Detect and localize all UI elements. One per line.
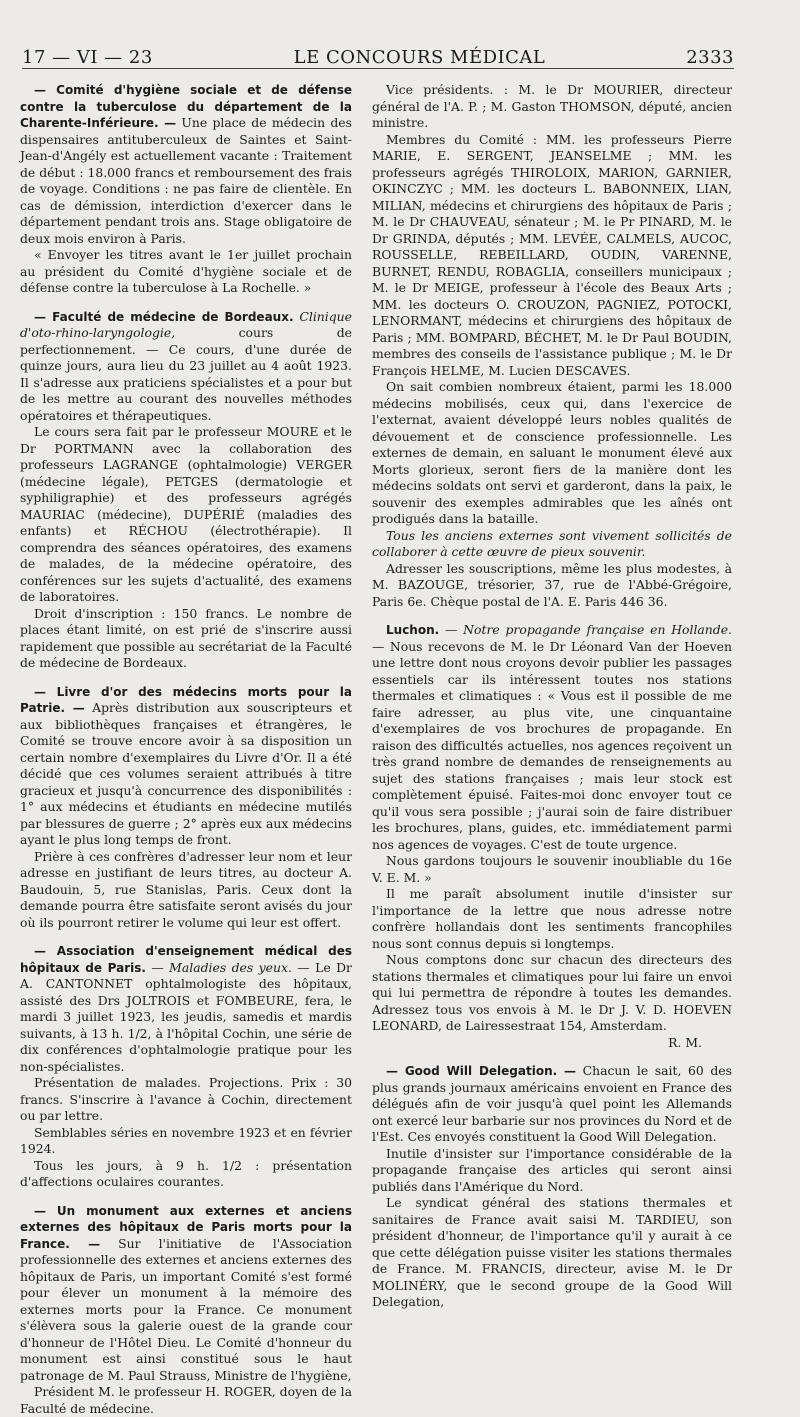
paragraph: Vice présidents. : M. le Dr MOURIER, directeur général de l'A. P. ; M. Gaston THOMSON, député, ancien ministre. bbox=[372, 82, 732, 132]
article-title: — Un monument aux externes et anciens externes des hôpitaux de Paris morts pour la France. — bbox=[20, 1204, 352, 1251]
right-column bbox=[372, 82, 732, 1277]
paragraph: Droit d'inscription : 150 francs. Le nombre de places étant limité, on est prié de s'inscrire aussi rapidement que possible au secrétariat de la Faculté de médecine de Bordeaux. bbox=[20, 606, 352, 672]
paragraph: Après distribution aux souscripteurs et aux bibliothèques françaises et étrangères, le Comité se trouve encore avoir à sa disposition un certain nombre d'exemplaires du Livre d'Or. Il a été décidé que ces volumes seraient attribués à titre gracieux et jusqu'à concurrence des disponibilités : 1° aux médecins et étudiants en médecine mutilés par blessures de guerre ; 2° après eux aux médecins ayant le plus long temps de front. bbox=[20, 700, 352, 847]
header-date: 17 — VI — 23 bbox=[22, 47, 153, 68]
paragraph: Semblables séries en novembre 1923 et en février 1924. bbox=[20, 1125, 352, 1158]
paragraph: Membres du Comité : MM. les professeurs Pierre MARIE, E. SERGENT, JEANSELME ; MM. les professeurs agrégés THIROLOIX, MARION, GARNIER, OKINCZYC ; MM. les docteurs L. BABONNEIX, LIAN, MILIAN, médecins et chirurgiens des hôpitaux de Paris ; M. le Dr CHAUVEAU, sénateur ; M. le Pr PINARD, M. le Dr GRINDA, députés ; MM. LEVÉE, CALMELS, AUCOC, ROUSSELLE, REBEILLARD, OUDIN, VARENNE, BURNET, RENDU, ROBAGLIA, conseillers municipaux ; M. le Dr MEIGE, professeur à l'école des Beaux Arts ; MM. les docteurs O. CROUZON, PAGNIEZ, POTOCKI, LENORMANT, médecins et chirurgiens des hôpitaux de Paris ; MM. BOMPARD, BÉCHET, M. le Dr Paul BOUDIN, membres des conseils de l'assistance publique ; M. le Dr François HELME, M. Lucien DESCAVES. bbox=[372, 132, 732, 380]
paragraph: Sur l'initiative de l'Association professionnelle des externes et anciens externes des hôpitaux de Paris, un important Comité s'est formé pour élever un monument à la mémoire des externes morts pour la France. Ce monument s'élèvera sous la galerie ouest de la grande cour d'honneur de l'Hôtel Dieu. Le Comité d'honneur du monument est ainsi constitué sous le haut patronage de M. Paul Strauss, Ministre de l'hygiène, bbox=[20, 1236, 352, 1383]
paragraph: Tous les jours, à 9 h. 1/2 : présentation d'affections oculaires courantes. bbox=[20, 1158, 352, 1191]
article-livre-or bbox=[20, 684, 352, 932]
paragraph: Le syndicat général des stations thermales et sanitaires de France avait saisi M. TARDIEU, son président d'honneur, de l'importance qu'il y aurait à ce que cette délégation puisse visiter les stations thermales de France. M. FRANCIS, directeur, avise M. le Dr MOLINÉRY, que le second groupe de la Good Will Delegation, bbox=[372, 1195, 732, 1311]
paragraph: Tous les anciens externes sont vivement sollicités de collaborer à cette œuvre de pieux souvenir. bbox=[372, 528, 732, 561]
paragraph: Prière à ces confrères d'adresser leur nom et leur adresse en justifiant de leurs titres, au docteur A. Baudouin, 5, rue Stanislas, Paris. Ceux dont la demande pourra être satisfaite seront avisés du jour où ils pourront retirer le volume qui leur est offert. bbox=[20, 849, 352, 932]
paragraph: Nous gardons toujours le souvenir inoubliable du 16e V. E. M. » bbox=[372, 853, 732, 886]
paragraph: cours de perfectionnement. — Ce cours, d'une durée de quinze jours, aura lieu du 23 juillet au 4 août 1923. Il s'adresse aux praticiens spécialistes et a pour but de les mettre au courant des nouvelles méthodes opératoires et thérapeutiques. bbox=[20, 325, 352, 423]
paragraph: « Envoyer les titres avant le 1er juillet prochain au président du Comité d'hygiène sociale et de défense contre la tuberculose à La Rochelle. » bbox=[20, 247, 352, 297]
paragraph: Président M. le professeur H. ROGER, doyen de la Faculté de médecine. bbox=[20, 1384, 352, 1417]
article-subtitle: — Notre propagande française en Hollande. bbox=[445, 622, 732, 637]
article-luchon bbox=[372, 622, 732, 1051]
paragraph: Nous comptons donc sur chacun des directeurs des stations thermales et climatiques pour lui faire un envoi qui lui permettra de répondre à toutes les demandes. Adressez tous vos envois à M. le Dr J. V. D. HOEVEN LEONARD, de Lairessestraat 154, Amsterdam. bbox=[372, 952, 732, 1035]
paragraph: Il me paraît absolument inutile d'insister sur l'importance de la lettre que nous adresse notre confrère hollandais dont les sentiments francophiles nous sont connus depuis si longtemps. bbox=[372, 886, 732, 952]
article-title: — Association d'enseignement médical des hôpitaux de Paris. bbox=[20, 944, 352, 975]
page-header bbox=[22, 36, 734, 69]
paragraph: On sait combien nombreux étaient, parmi les 18.000 médecins mobilisés, ceux qui, dans l'exercice de l'externat, avaient développé leurs nobles qualités de dévouement et de conscience professionnelle. Les externes de demain, en saluant le monument élevé aux Morts glorieux, seront fiers de la manière dont les médecins soldats ont servi et garderont, dans la paix, le souvenir des exemples admirables que les aînés ont prodigués dans la bataille. bbox=[372, 379, 732, 528]
article-title: — Faculté de médecine de Bordeaux. bbox=[34, 310, 294, 324]
paragraph: Adresser les souscriptions, même les plus modestes, à M. BAZOUGE, trésorier, 37, rue de l'Abbé-Grégoire, Paris 6e. Chèque postal de l'A. E. Paris 446 36. bbox=[372, 561, 732, 611]
article-monument bbox=[20, 1203, 352, 1417]
article-bordeaux bbox=[20, 309, 352, 672]
article-monument-continued bbox=[372, 82, 732, 610]
article-subtitle: Clinique d'oto-rhino-laryngologie, bbox=[20, 309, 352, 341]
paragraph: Le Dr A. CANTONNET ophtalmologiste des hôpitaux, assisté des Drs JOLTROIS et FOMBEURE, fera, le mardi 3 juillet 1923, les jeudis, samedis et mardis suivants, à 13 h. 1/2, à l'hôpital Cochin, une série de dix conférences d'ophtalmologie pratique pour les non-spécialistes. bbox=[20, 960, 352, 1074]
article-charente bbox=[20, 82, 352, 297]
article-title: Luchon. bbox=[386, 623, 439, 637]
article-title: — Livre d'or des médecins morts pour la Patrie. — bbox=[20, 685, 352, 716]
article-title: — Comité d'hygiène sociale et de défense contre la tuberculose du département de la Charente-Inférieure. — bbox=[20, 83, 352, 130]
article-subtitle: — Maladies des yeux. — bbox=[151, 960, 309, 975]
header-page-number: 2333 bbox=[686, 47, 734, 68]
paragraph: Une place de médecin des dispensaires antituberculeux de Saintes et Saint-Jean-d'Angély est actuellement vacante : Traitement de début : 18.000 francs et remboursement des frais de voyage. Conditions : ne pas faire de clientèle. En cas de démission, interdiction d'exercer dans le département pendant trois ans. Stage obligatoire de deux mois environ à Paris. bbox=[20, 115, 352, 246]
paragraph: Le cours sera fait par le professeur MOURE et le Dr PORTMANN avec la collaboration des professeurs LAGRANGE (ophtalmologie) VERGER (médecine légale), PETGES (dermatologie et syphiligraphie) et des professeurs agrégés MAURIAC (médecine), DUPÉRIÉ (maladies des enfants) et RÉCHOU (électrothérapie). Il comprendra des séances opératoires, des examens de malades, de la médecine opératoire, des conférences sur les sujets d'actualité, des examens de laboratoires. bbox=[20, 424, 352, 606]
left-column bbox=[20, 82, 352, 1277]
signature: R. M. bbox=[372, 1035, 732, 1052]
paragraph: Inutile d'insister sur l'importance considérable de la propagande française des articles qui seront ainsi publiés dans l'Amérique du Nord. bbox=[372, 1146, 732, 1196]
article-title: — Good Will Delegation. — bbox=[386, 1064, 576, 1078]
article-enseignement bbox=[20, 943, 352, 1191]
article-good-will bbox=[372, 1063, 732, 1311]
paragraph: Présentation de malades. Projections. Prix : 30 francs. S'inscrire à l'avance à Cochin, directement ou par lettre. bbox=[20, 1075, 352, 1125]
paragraph: Chacun le sait, 60 des plus grands journaux américains envoient en France des délégués afin de voir jusqu'à quel point les Allemands ont exercé leur barbarie sur nos provinces du Nord et de l'Est. Ces envoyés constituent la Good Will Delegation. bbox=[372, 1063, 732, 1144]
header-title: LE CONCOURS MÉDICAL bbox=[294, 47, 546, 68]
paragraph: — Nous recevons de M. le Dr Léonard Van der Hoeven une lettre dont nous croyons devoir publier les passages essentiels car ils intéressent toutes nos stations thermales et climatiques : « Vous est il possible de me faire adresser, au plus vite, une cinquantaine d'exemplaires de vos brochures de propagande. En raison des difficultés actuelles, nos agences reçoivent un très grand nombre de demandes de renseignements au sujet des stations françaises ; mais leur stock est complètement épuisé. Faites-moi donc envoyer tout ce qu'il vous sera possible ; j'aurai soin de faire distribuer les brochures, plans, guides, etc. immédiatement parmi nos agences de voyages. C'est de toute urgence. bbox=[372, 639, 732, 852]
